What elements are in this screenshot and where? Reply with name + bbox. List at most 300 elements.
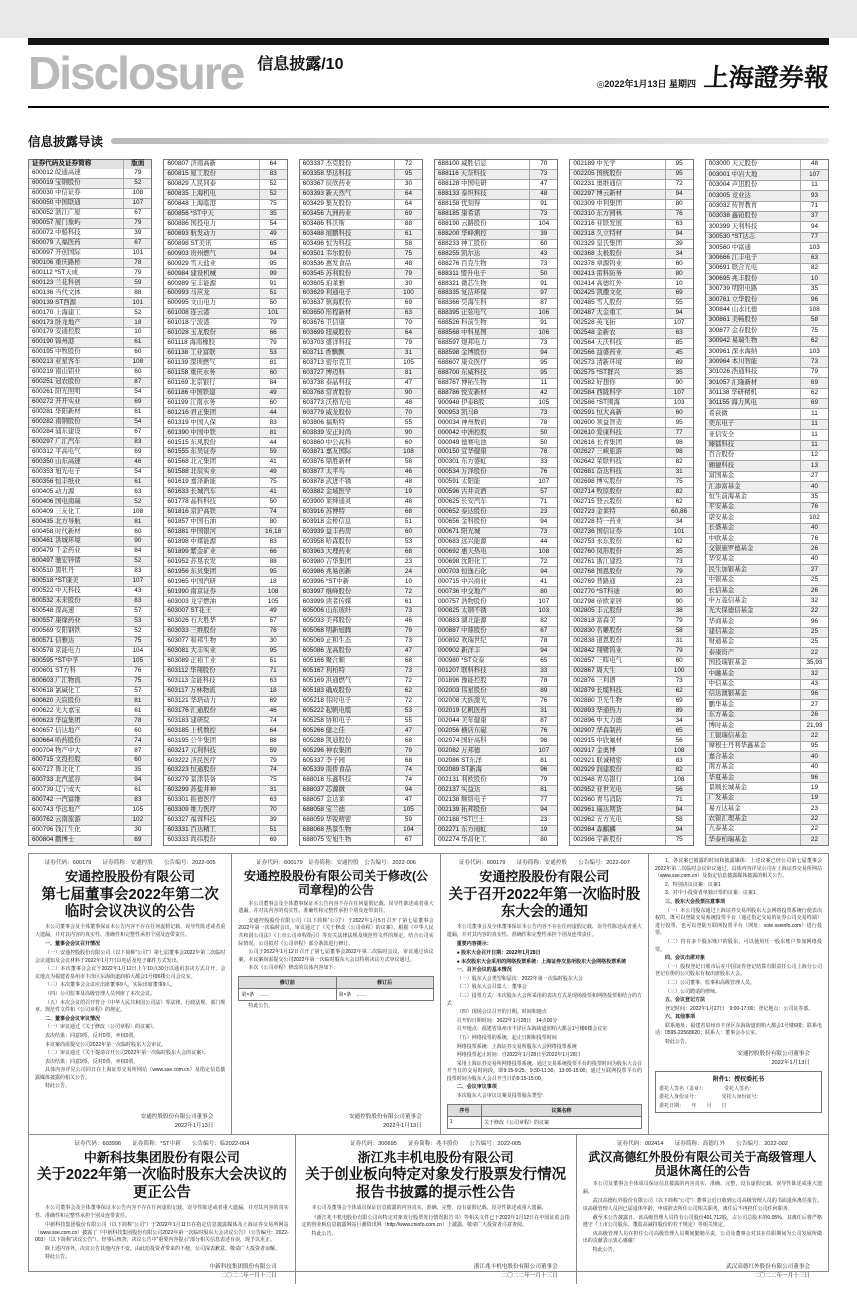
page-number: 48 <box>394 498 422 507</box>
table-row <box>164 825 286 835</box>
stock-code-name: 002485 雪人股份 <box>573 299 622 307</box>
table-row <box>570 308 692 318</box>
page-number: 94 <box>665 826 693 835</box>
stock-code-name: 603488 展鹏科技 <box>302 229 352 237</box>
table-row <box>164 566 286 576</box>
stock-code-name: 003038 鑫铂股份 <box>708 212 758 220</box>
table-row <box>300 169 422 179</box>
stock-code-name: 603996 *ST中新 <box>302 577 350 585</box>
table-row <box>164 636 286 646</box>
table-row <box>706 336 828 346</box>
page-number: 41 <box>259 488 287 497</box>
stock-code-name: 688233 神工股份 <box>437 239 487 247</box>
table-row <box>300 457 422 467</box>
stock-code-name: 605069 正和生态 <box>302 637 352 645</box>
article-paragraph: 中新科技集团股份有限公司（以下简称“公司”）于2022年1月11日在指定信息披露媒体及上海证券交易所网站（www.sse.com.cn）披露了《中新科技集团股份有限公司2022年第一次临时股东大会决议公告》（公告编号：2022-003）（以下简称“决议公告”）。经事后核查，决议公告中“重要内容提示”部分相关信息表述有误，现予以更正。 <box>35 1222 289 1244</box>
table-row <box>29 377 151 387</box>
table-row <box>706 211 828 221</box>
page-number: 105 <box>394 359 422 368</box>
page-number: 35 <box>800 493 828 502</box>
table-row <box>300 477 422 487</box>
signature-org: 中新科技集团股份有限公司 <box>209 1264 277 1270</box>
page-number: 83 <box>259 170 287 179</box>
page-number: 46 <box>123 458 151 467</box>
stock-code-name: 长盛基金 <box>708 524 735 532</box>
stock-code-name: 603496 恒为科技 <box>302 239 352 247</box>
page-number: 62 <box>800 389 828 398</box>
stock-code-name: 002723 金莱特 <box>573 508 616 516</box>
table-row <box>300 775 422 785</box>
signature-block <box>238 1113 433 1131</box>
page-number: 52 <box>123 179 151 188</box>
page-number: 80 <box>259 518 287 527</box>
page-number: 63 <box>665 329 693 338</box>
page-number: 104 <box>123 647 151 656</box>
table-row <box>435 497 557 507</box>
page-number: 41 <box>259 458 287 467</box>
table-cell: 第×条 …… <box>336 988 433 1000</box>
page-number: 106 <box>529 329 557 338</box>
stock-code-name: 600995 文山电力 <box>167 299 216 307</box>
page-number: 80 <box>665 200 693 209</box>
table-row <box>300 547 422 557</box>
table-row <box>570 576 692 586</box>
page-number: 96 <box>800 617 828 626</box>
page-number: 72 <box>394 697 422 706</box>
signature-block <box>655 1050 822 1068</box>
table-row <box>164 815 286 825</box>
stock-code-name: 002309 中利集团 <box>573 200 622 208</box>
stock-code-name: 603429 集友股份 <box>302 200 352 208</box>
table-row <box>435 735 557 745</box>
stock-code-name: 688276 百克生物 <box>437 259 487 267</box>
table-row <box>435 636 557 646</box>
stock-code-name: 603279 景津装备 <box>167 776 216 784</box>
stock-code-name: 600356 恒丰纸业 <box>32 477 81 485</box>
stock-code-name: 002984 森麒麟 <box>573 826 616 834</box>
stock-code-name: 605258 协和电子 <box>302 716 352 724</box>
page-number: 40 <box>800 524 828 533</box>
page-title: 信息披露/10 <box>257 56 344 73</box>
table-row <box>164 407 286 417</box>
table-row <box>164 338 286 348</box>
stock-code-name: 华商基金 <box>708 617 735 625</box>
signature-date: 2022年1月13日 <box>383 1122 422 1129</box>
guide-divider-bar <box>111 138 829 144</box>
page-number: 103 <box>529 607 557 616</box>
page-number: 35 <box>800 285 828 294</box>
table-row <box>29 835 151 845</box>
table-row <box>435 825 557 835</box>
page-number: 75 <box>259 478 287 487</box>
stock-code-name: 002714 牧原股份 <box>573 488 622 496</box>
stock-code-name: 601555 东吴证券 <box>167 448 216 456</box>
stock-code-name: 688058 宝兰德 <box>302 806 345 814</box>
page-number: 96 <box>800 295 828 304</box>
page-number: 39 <box>123 229 151 238</box>
stock-code-name: 000671 阳光城 <box>437 527 481 535</box>
stock-code-name: 002698 博实股份 <box>573 478 622 486</box>
stock-code-name: 诺安基金 <box>708 513 735 521</box>
signature-org: 武汉高德红外股份有限公司董事会 <box>726 1264 811 1270</box>
table-row <box>29 526 151 536</box>
table-row <box>435 706 557 716</box>
stock-code-name: 603089 正裕工业 <box>167 657 216 665</box>
table-row <box>570 825 692 835</box>
article-paragraph: 六、其他事项 <box>665 1014 696 1021</box>
article-paragraph: （二）公司董事、监事和高级管理人员。 <box>665 979 756 986</box>
table-row <box>435 755 557 765</box>
page-number: 58 <box>394 240 422 249</box>
disclaimer-text: 本公司董事会及全体董事保证本公告内容不存在任何虚假记载、误导性陈述或者重大遗漏，并对其内容的真实性、准确性和完整性承担个别及连带责任。 <box>446 924 643 938</box>
page-number: 96 <box>800 773 828 782</box>
article-paragraph: （二）持有多个股东账户的股东，可以使用任一股东账户参加网络投票。 <box>655 938 822 953</box>
stock-code-name: 000757 浩物股份 <box>437 597 487 605</box>
page-number: 50 <box>259 498 287 507</box>
page-number: 78 <box>123 259 151 268</box>
page-number: 91 <box>529 319 557 328</box>
stock-code-name: 605183 确成股份 <box>302 686 352 694</box>
page-number: 56 <box>665 736 693 745</box>
header-code-label: 证券代码及证券简称 <box>32 160 92 168</box>
page-number: 94 <box>665 230 693 239</box>
page-number: 79 <box>665 567 693 576</box>
stock-code-name: 002627 三峡旅游 <box>573 448 622 456</box>
page-number: 10 <box>394 577 422 586</box>
stock-code-name: 603367 辰欣药业 <box>302 180 352 188</box>
stock-code-name: 002378 章源钨业 <box>573 259 622 267</box>
page-number: 79 <box>665 647 693 656</box>
page-number: 62 <box>394 687 422 696</box>
article-paragraph: （四）公司监事及高级管理人员列席了本次会议。 <box>45 990 156 997</box>
stock-code-name: 002960 青鸟消防 <box>573 796 622 804</box>
stock-code-name: 002830 名雕股份 <box>573 627 622 635</box>
table-header-row <box>29 160 151 169</box>
table-row <box>570 636 692 646</box>
table-row <box>570 775 692 785</box>
table-row <box>435 437 557 447</box>
security-code-line: 证券代码：002414 证券简称：高德红外 公告编号：2022-002 <box>616 1140 788 1147</box>
stock-code-name: 002271 东方雨虹 <box>437 826 487 834</box>
proxy-form-line: 委托人身份证号： 受托人身份证号： <box>659 1094 762 1101</box>
table-row <box>164 328 286 338</box>
table-row <box>570 407 692 417</box>
page-number: 90 <box>665 587 693 596</box>
article-paragraph: 公司于2022年1月12日召开了第七届董事会2022年第二次临时会议，审议通过该议案，本议案尚需提交公司2022年第一次临时股东大会以特别决议方式审议通过。 <box>238 949 434 963</box>
page-number: 87 <box>123 378 151 387</box>
page-number: 56 <box>665 786 693 795</box>
stock-code-name: 002857 三晖电气 <box>573 657 622 665</box>
stock-code-name: 300877 金春股份 <box>708 326 758 334</box>
page-number: 51 <box>259 826 287 835</box>
stock-code-name: 603900 莱绅通灵 <box>302 498 352 506</box>
table-row <box>706 658 828 668</box>
page-number: 107 <box>123 577 151 586</box>
stock-code-name: 信达澳银基金 <box>708 690 747 698</box>
stock-code-name: 长信基金 <box>708 586 735 594</box>
table-row <box>570 537 692 547</box>
signature-block <box>583 1263 822 1281</box>
page-number: 99 <box>259 269 287 278</box>
table-cell: 第×条 …… <box>239 988 336 1000</box>
table-row <box>164 586 286 596</box>
stock-code-name: 002798 帝欧家居 <box>573 597 622 605</box>
table-row <box>29 556 151 566</box>
announcement-headline: 安通控股股份有限公司关于修改(公司章程)的公告 <box>244 869 429 898</box>
table-row <box>435 487 557 497</box>
table-row <box>300 815 422 825</box>
stock-code-name: 亚信安全 <box>708 430 735 438</box>
page-number: 60 <box>123 368 151 377</box>
page-number: 73 <box>529 259 557 268</box>
page-number: 11 <box>529 379 557 388</box>
stock-code-name: 600497 驰宏锌锗 <box>32 557 81 565</box>
page-number: 89 <box>665 359 693 368</box>
table-row <box>706 741 828 751</box>
table-row <box>164 527 286 537</box>
page-number: 95 <box>394 170 422 179</box>
table-row <box>164 398 286 408</box>
table-row <box>300 368 422 378</box>
page-number: 62 <box>800 337 828 346</box>
page-number: 76 <box>123 667 151 676</box>
disclaimer-text: 本公司董事会及全体董事保证本公告内容不存在任何虚假记载、误导性陈述或者重大遗漏，并对其内容的真实性、准确性和完整性承担个别及连带责任。 <box>35 924 226 938</box>
stock-code-name: 002770 *ST科迪 <box>573 587 620 595</box>
page-number: 107 <box>529 478 557 487</box>
table-row <box>706 180 828 190</box>
table-row <box>29 695 151 705</box>
article-paragraph: 《浙江兆丰机电股份有限公司向特定对象发行股票发行情况报告书》等相关文件已于2022年1月12日在中国证监会指定的创业板信息披露网站巨潮资讯网（http://www.cninfo.com.cn）上披露，敬请广大投资者注意查阅。 <box>301 1214 570 1229</box>
table-row <box>164 189 286 199</box>
table-row <box>570 566 692 576</box>
stock-code-name: 002329 皇氏集团 <box>573 239 622 247</box>
page-number: 50 <box>259 299 287 308</box>
table-row <box>706 523 828 533</box>
page-number: 57 <box>123 607 151 616</box>
signature-date: 二〇二二年一月十三日 <box>220 1272 277 1279</box>
stock-code-name: 600835 上海机电 <box>167 190 216 198</box>
stock-code-name: 600350 山东高速 <box>32 457 81 465</box>
page-number: 33 <box>529 667 557 676</box>
stock-code-name: 605266 健之佳 <box>302 726 345 734</box>
page-number: 63 <box>665 220 693 229</box>
stock-code-name: 鹏华基金 <box>708 700 735 708</box>
page-number: 100 <box>394 289 422 298</box>
article-paragraph: 五、会议登记方法 <box>665 997 706 1004</box>
stock-code-name: 建信基金 <box>708 628 735 636</box>
stock-code-name: 002003 伟星股份 <box>437 686 487 694</box>
article-paragraph: 四、会议出席对象 <box>665 955 706 962</box>
page-number: 73 <box>529 210 557 219</box>
page-number: 69 <box>259 697 287 706</box>
page-number: 105 <box>529 399 557 408</box>
article-paragraph: 一、董事会会议召开情况 <box>45 941 101 948</box>
page-number: 68 <box>394 508 422 517</box>
page-number: 34 <box>665 249 693 258</box>
page-number: 23 <box>665 577 693 586</box>
page-number: 61 <box>123 478 151 487</box>
table-row <box>570 815 692 825</box>
stock-code-name: 605068 明新旭腾 <box>302 627 352 635</box>
stock-code-name: 易方达基金 <box>708 804 741 812</box>
stock-code-name: 300695 兆丰股份 <box>708 274 758 282</box>
stock-code-name: 603007 ST花王 <box>167 607 212 615</box>
table-row <box>570 398 692 408</box>
stock-code-name: 600282 南钢股份 <box>32 418 81 426</box>
stock-code-name: 600989 宝丰能源 <box>167 279 216 287</box>
table-row <box>300 497 422 507</box>
stock-code-name: 605033 美邦股份 <box>302 617 352 625</box>
page-number: 13 <box>800 461 828 470</box>
table-row <box>300 288 422 298</box>
stock-code-name: 600739 辽宁成大 <box>32 786 81 794</box>
page-number: 58 <box>665 627 693 636</box>
stock-code-name: 605166 聚合顺 <box>302 657 345 665</box>
table-row <box>570 248 692 258</box>
table-row <box>706 201 828 211</box>
page-number: 27 <box>800 472 828 481</box>
stock-code-name: 泰康资产 <box>708 648 735 656</box>
stock-code-name: 600195 中牧股份 <box>32 348 81 356</box>
stock-code-name: 600406 国电南瑞 <box>32 497 81 505</box>
table-row <box>300 378 422 388</box>
table-row <box>164 258 286 268</box>
stock-code-name: 摩根士丹利华鑫基金 <box>708 742 767 750</box>
page-number: 49 <box>259 389 287 398</box>
table-row <box>300 805 422 815</box>
table-row <box>300 596 422 606</box>
page-number: 35 <box>123 766 151 775</box>
article-paragraph: 截至本公告披露日，该高级管理人员持有公司股份401,712股，占公司总股本的0.05%。其离任后将严格遵守《上市公司股东、董监高减持股份的若干规定》等相关规定。 <box>582 1214 823 1229</box>
stock-code-name: 002586 *ST围海 <box>573 398 620 406</box>
stock-code-name: 900948 伊泰B股 <box>437 398 485 406</box>
page-number: 47 <box>394 726 422 735</box>
stock-code-name: 603637 镇海股份 <box>302 299 352 307</box>
page-number: 75 <box>665 836 693 845</box>
stock-code-name: 国投瑞银基金 <box>708 659 747 667</box>
security-code-line: 证券代码：603996 证券简称：*ST中新 公告编号：临2022-004 <box>74 1140 250 1147</box>
stock-code-name: 600848 上海临港 <box>167 200 216 208</box>
table-row <box>570 467 692 477</box>
stock-code-name: 600353 旭光电子 <box>32 467 81 475</box>
table-row <box>29 626 151 636</box>
page-number: 87 <box>529 717 557 726</box>
stock-code-name: 002582 好想你 <box>573 378 616 386</box>
table-row <box>706 627 828 637</box>
table-row <box>570 199 692 209</box>
page-number: 60,86 <box>665 508 693 517</box>
table-row <box>164 765 286 775</box>
stock-code-name: 002573 清新环境 <box>573 359 622 367</box>
stock-code-name: 002082 万邦德 <box>437 746 481 754</box>
stock-code-name: 600898 ST美讯 <box>167 239 212 247</box>
page-number: 79 <box>259 756 287 765</box>
page-number: 39 <box>529 230 557 239</box>
page-number: 59 <box>394 816 422 825</box>
stock-code-name: 603711 香飘飘 <box>302 349 345 357</box>
table-row <box>29 656 151 666</box>
stock-code-name: 688335 复洁环保 <box>437 289 487 297</box>
stock-code-name: 603768 常青股份 <box>302 388 352 396</box>
table-row <box>29 666 151 676</box>
table-row <box>164 576 286 586</box>
page-number: 53 <box>123 617 151 626</box>
page-number: 79 <box>123 169 151 178</box>
table-row <box>164 676 286 686</box>
stock-code-name: 002056 横店东磁 <box>437 726 487 734</box>
page-number: 46 <box>259 707 287 716</box>
table-row <box>435 716 557 726</box>
page-number: 60 <box>665 657 693 666</box>
stock-code-name: 002728 特一药业 <box>573 518 622 526</box>
stock-code-name: 603958 哈森股份 <box>302 537 352 545</box>
table-row <box>300 258 422 268</box>
article-paragraph: 特此公告。 <box>248 1002 274 1009</box>
page-number: 78 <box>123 716 151 725</box>
table-row <box>570 586 692 596</box>
stock-code-name: 688133 泰坦科技 <box>437 190 487 198</box>
stock-code-name: 000902 新洋丰 <box>437 647 481 655</box>
stock-code-name: 601952 苏垦农发 <box>167 557 216 565</box>
page-number: 71 <box>259 667 287 676</box>
page-number: 52 <box>123 497 151 506</box>
table-row <box>300 725 422 735</box>
signature-date: 2022年1月13日 <box>771 1059 810 1066</box>
stock-code-name: 000692 惠天热电 <box>437 547 487 555</box>
table-row <box>300 626 422 636</box>
stock-code-name: 600057 厦门象屿 <box>32 218 81 226</box>
stock-code-name: 002907 华森制药 <box>573 726 622 734</box>
page-number: 57 <box>259 617 287 626</box>
stock-code-name: 603337 杰克股份 <box>302 160 352 168</box>
table-row <box>29 248 151 258</box>
announcement-continuation-column <box>648 854 828 1134</box>
stock-code-name: 002610 爱康科技 <box>573 428 622 436</box>
table-row <box>300 666 422 676</box>
stock-code-name: 601899 紫金矿业 <box>167 547 216 555</box>
table-row <box>164 666 286 676</box>
page-number: 78 <box>529 448 557 457</box>
table-row <box>164 656 286 666</box>
table-row <box>29 457 151 467</box>
table-row <box>435 229 557 239</box>
page-number: 31 <box>529 707 557 716</box>
stock-code-name: 688057 金达莱 <box>302 796 345 804</box>
page-number: 76 <box>529 697 557 706</box>
stock-code-name: 600409 三友化工 <box>32 507 81 515</box>
stock-code-name: 光大保德信基金 <box>708 607 754 615</box>
page-number: 64 <box>394 200 422 209</box>
stock-code-name: 301057 汇隆新材 <box>708 378 758 386</box>
stock-code-name: 603117 万林物流 <box>167 686 216 694</box>
page-number: 59 <box>123 278 151 287</box>
table-row <box>570 368 692 378</box>
table-row <box>570 298 692 308</box>
table-row <box>300 447 422 457</box>
table-row <box>164 517 286 527</box>
table-row <box>706 294 828 304</box>
stock-code-name: 600622 光大嘉宝 <box>32 706 81 714</box>
page-number: 94 <box>529 349 557 358</box>
stock-code-name: 002548 金新农 <box>573 329 616 337</box>
page-number: 38 <box>665 607 693 616</box>
table-row <box>706 793 828 803</box>
stock-code-name: 002205 国统股份 <box>573 170 622 178</box>
stock-code-name: 000887 中鼎股份 <box>437 627 487 635</box>
table-row <box>435 160 557 169</box>
stock-code-name: 博时基金 <box>708 721 735 729</box>
article-paragraph: 采用上海证券交易所网络投票系统，通过交易系统投票平台的投票时间为股东大会召开当日的交易时间段，即9:15-9:25、9:30-11:30、13:00-15:00；通过互联网投票平台的投票时间为股东大会召开当日的9:15-15:00。 <box>446 1060 643 1082</box>
